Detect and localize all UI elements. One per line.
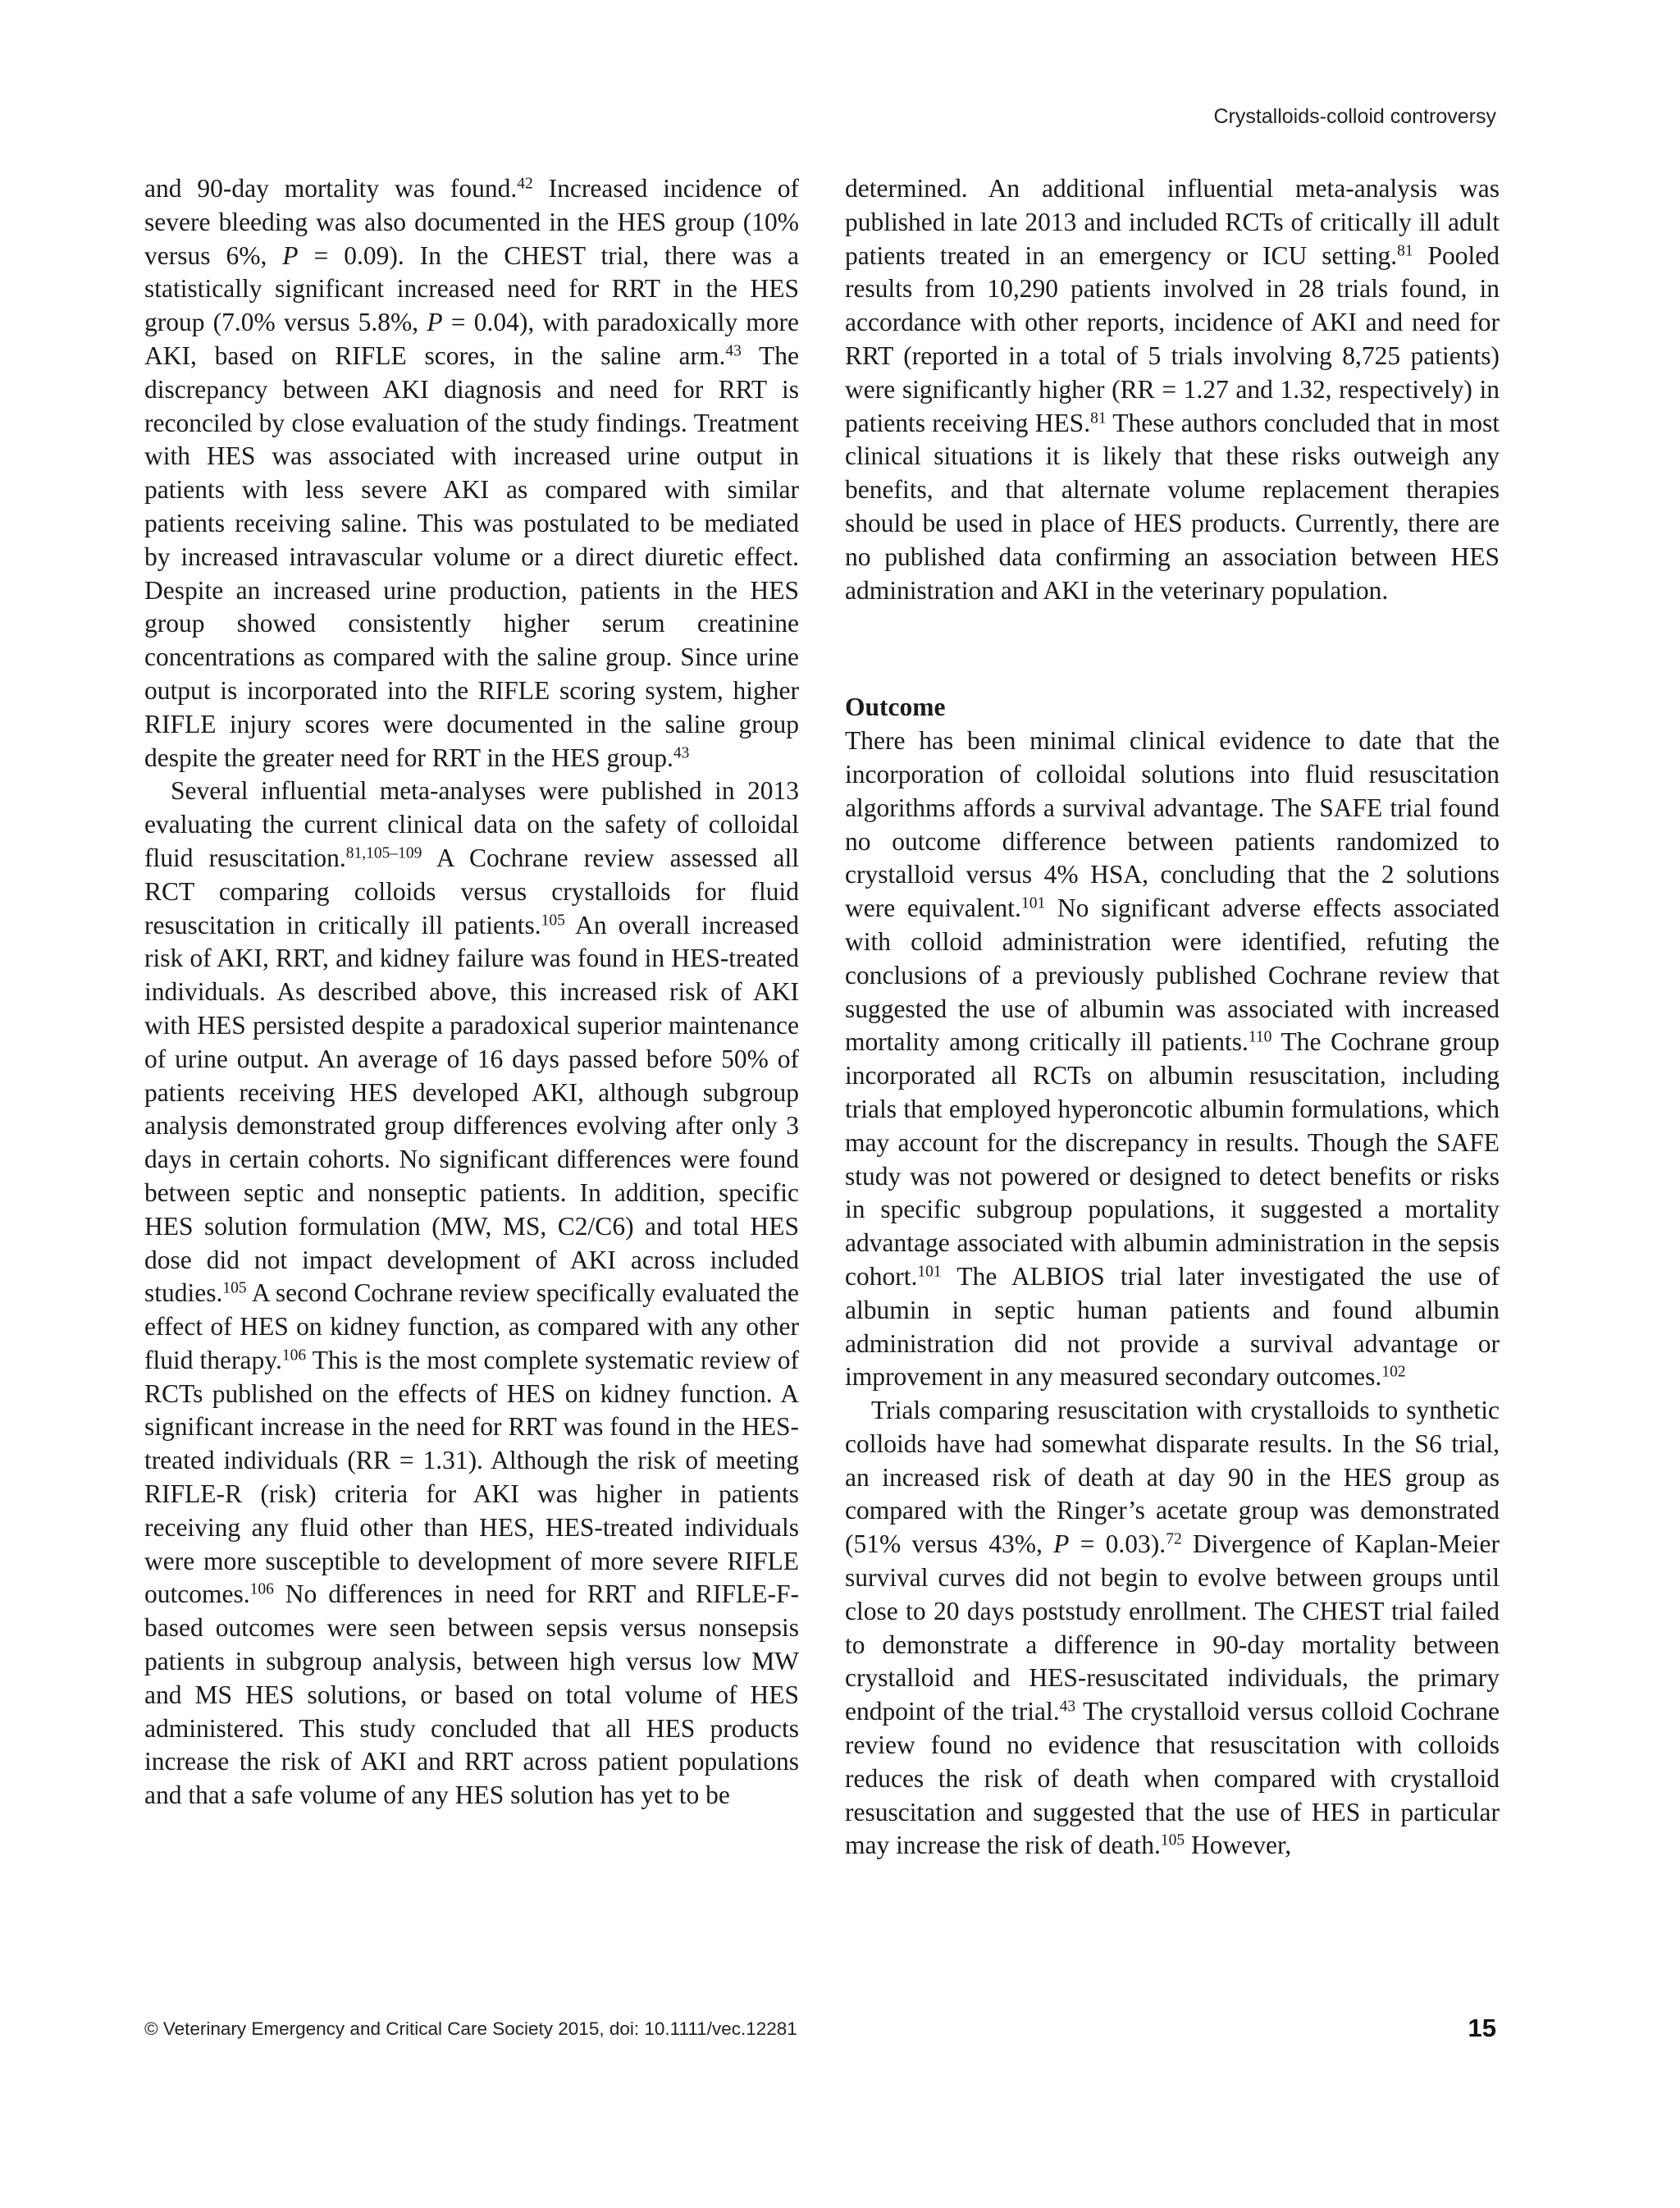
section-heading-outcome: Outcome	[845, 693, 946, 722]
right-column	[845, 172, 1500, 1863]
left-paragraph-1: and 90-day mortality was found.$^{42}$ Increased incidence of severe bleeding was also documented in the HES group (10% versus 6%, P = 0.09). In the CHEST trial, there was a statistically significant increased need for RRT in the HES group (7.0% versus 5.8%, P = 0.04), with paradoxically more AKI, based on RIFLE scores, in the saline arm.$^{43}$ The discrepancy between AKI diagnosis and need for RRT is reconciled by close evaluation of the study findings. Treatment with HES was associated with increased urine output in patients with less severe AKI as compared with similar patients receiving saline. This was postulated to be mediated by increased intravascular volume or a direct diuretic effect. Despite an increased urine production, patients in the HES group showed consistently higher serum creatinine concentrations as compared with the saline group. Since urine output is incorporated into the RIFLE scoring system, higher RIFLE injury scores were documented in the saline group despite the greater need for RRT in the HES group.$^{43}$	[144, 174, 799, 772]
citation: 105	[541, 911, 565, 929]
citation: 81,105–109	[345, 844, 422, 862]
italic-variable: P	[282, 240, 299, 270]
citation: 101	[1020, 894, 1046, 912]
right-paragraph-3: Trials comparing resuscitation with crystalloids to synthetic colloids have had somewhat disparate results. In the S6 trial, an increased risk of death at day 90 in the HES group as compared with the Ringer’s acetate group was demonstrated (51% versus 43%, P = 0.03).$^{72}$ Divergence of Kaplan-Meier survival curves did not begin to evolve between groups until close to 20 days poststudy enrollment. The CHEST trial failed to demonstrate a difference in 90-day mortality between crystalloid and HES-resuscitated individuals, the primary endpoint of the trial.$^{43}$ The crystalloid versus colloid Cochrane review found no evidence that resuscitation with colloids reduces the risk of death when compared with crystalloid resuscitation and suggested that the use of HES in particular may increase the risk of death.$^{105}$ However,	[845, 1396, 1500, 1860]
left-paragraph-2: Several influential meta-analyses were published in 2013 evaluating the current clinical data on the safety of colloidal fluid resuscitation.$^{81,105-109}$ A Cochrane review assessed all RCT comparing colloids versus crystalloids for fluid resuscitation in critically ill patients.$^{105}$ An overall increased risk of AKI, RRT, and kidney failure was found in HES-treated individuals. As described above, this increased risk of AKI with HES persisted despite a paradoxical superior maintenance of urine output. An average of 16 days passed before 50% of patients receiving HES developed AKI, although subgroup analysis demonstrated group differences evolving after only 3 days in certain cohorts. No significant differences were found between septic and nonseptic patients. In addition, specific HES solution formulation (MW, MS, C2/C6) and total HES dose did not impact development of AKI across included studies.$^{105}$ A second Cochrane review specifically evaluated the effect of HES on kidney function, as compared with any other fluid therapy.$^{106}$ This is the most complete systematic review of RCTs published on the effects of HES on kidney function. A significant increase in the need for RRT was found in the HES-treated individuals (RR = 1.31). Although the risk of meeting RIFLE-R (risk) criteria for AKI was higher in patients receiving any fluid other than HES, HES-treated individuals were more susceptible to development of more severe RIFLE outcomes.$^{106}$ No differences in need for RRT and RIFLE-F-based outcomes were seen between sepsis versus nonsepsis patients in subgroup analysis, between high versus low MW and MS HES solutions, or based on total volume of HES administered. This study concluded that all HES products increase the risk of AKI and RRT across patient populations and that a safe volume of any HES solution has yet to be	[144, 776, 800, 1810]
citation: 43	[673, 743, 690, 761]
right-paragraph-1: determined. An additional influential meta-analysis was published in late 2013 and included RCTs of critically ill adult patients treated in an emergency or ICU setting.$^{81}$ Pooled results from 10,290 patients involved in 28 trials found, in accordance with other reports, incidence of AKI and need for RRT (reported in a total of 5 trials involving 8,725 patients) were significantly higher (RR = 1.27 and 1.32, respectively) in patients receiving HES.$^{81}$ These authors concluded that in most clinical situations it is likely that these risks outweigh any benefits, and that alternate volume replacement therapies should be used in place of HES products. Currently, there are no published data confirming an association between HES administration and AKI in the veterinary population.	[845, 174, 1500, 605]
citation: 81	[1090, 409, 1107, 427]
right-paragraph-2: There has been minimal clinical evidence to date that the incorporation of colloidal solutions into fluid resuscitation algorithms affords a survival advantage. The SAFE trial found no outcome difference between patients randomized to crystalloid versus 4% HSA, concluding that the 2 solutions were equivalent.$^{101}$ No significant adverse effects associated with colloid administration were identified, refuting the conclusions of a previously published Cochrane review that suggested the use of albumin was associated with increased mortality among critically ill patients.$^{110}$ The Cochrane group incorporated all RCTs on albumin resuscitation, including trials that employed hyperoncotic albumin formulations, which may account for the discrepancy in results. Though the SAFE study was not powered or designed to detect benefits or risks in specific subgroup populations, it suggested a mortality advantage associated with albumin administration in the sepsis cohort.$^{101}$ The ALBIOS trial later investigated the use of albumin in septic human patients and found albumin administration did not provide a survival advantage or improvement in any measured secondary outcomes.$^{102}$	[845, 726, 1500, 1392]
citation: 105	[1160, 1831, 1185, 1849]
citation: 43	[725, 342, 742, 360]
citation: 106	[249, 1580, 274, 1598]
citation: 105	[222, 1279, 247, 1297]
italic-variable: P	[427, 308, 443, 337]
running-title: Crystalloids-colloid controversy	[1213, 105, 1496, 128]
citation: 81	[1397, 241, 1413, 259]
page-number: 15	[1468, 2014, 1496, 2042]
citation: 43	[1059, 1698, 1076, 1716]
citation: 72	[1166, 1530, 1182, 1548]
citation: 101	[917, 1263, 942, 1281]
left-column	[144, 172, 799, 1813]
citation: 42	[517, 175, 533, 193]
citation: 110	[1248, 1028, 1272, 1046]
citation: 106	[281, 1346, 307, 1365]
italic-variable: P	[1053, 1529, 1070, 1559]
citation: 102	[1381, 1363, 1406, 1381]
copyright-notice: © Veterinary Emergency and Critical Care Society 2015, doi: 10.1111/vec.12281	[144, 2018, 797, 2039]
